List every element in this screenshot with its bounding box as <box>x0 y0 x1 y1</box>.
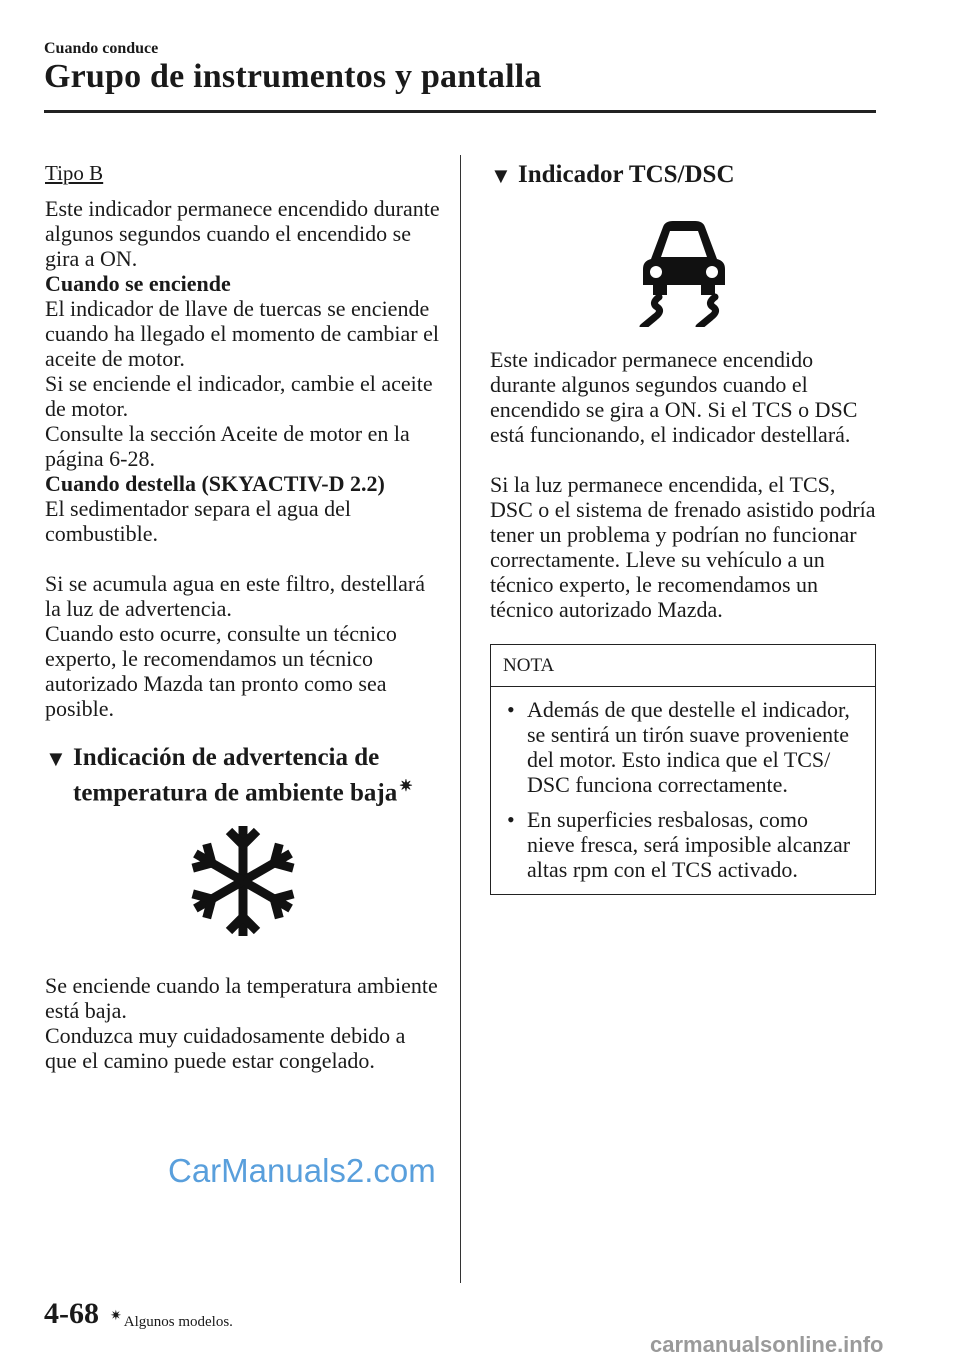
note-box <box>490 644 876 895</box>
note-item-text: Además de que destelle el indicador, se sentirá un tirón suave proveniente del motor. Esto indica que el TCS/ DSC funciona correctamente. <box>527 697 850 797</box>
low-temp-heading <box>45 743 440 807</box>
paragraph: Este indicador permanece encendido durante algunos segundos cuando el encendido se gira a ON. <box>45 196 440 271</box>
triangle-marker-icon: ▼ <box>45 746 67 771</box>
note-item <box>505 807 861 882</box>
some-models-mark: ✷ <box>399 778 413 795</box>
page-title: Grupo de instrumentos y pantalla <box>44 58 542 95</box>
paragraph: Se enciende cuando la temperatura ambiente está baja. <box>45 973 438 1024</box>
bullet-icon: • <box>507 807 515 832</box>
title-rule <box>44 110 876 113</box>
tcs-heading <box>490 160 878 189</box>
paragraph: Si se enciende el indicador, cambie el aceite de motor. <box>45 371 433 421</box>
low-temp-heading-line2: temperatura de ambiente baja <box>73 779 398 807</box>
site-watermark: carmanualsonline.info <box>650 1332 884 1357</box>
paragraph: Consulte la sección Aceite de motor en la página 6-28. <box>45 421 410 471</box>
paragraph: Si la luz permanece encendida, el TCS, DSC o el sistema de frenado asistido podría tener un problema y podrían no funcionar correctamente. Lleve su vehículo a un técnico experto, le recomendamos un técnico autorizado Mazda. <box>490 472 876 622</box>
footnote <box>110 1308 233 1331</box>
subheading-enciende: Cuando se enciende <box>45 271 231 296</box>
right-column <box>490 160 878 895</box>
tcs-heading-text: Indicador TCS/DSC <box>518 161 735 188</box>
paragraph: El sedimentador separa el agua del combustible. <box>45 496 352 546</box>
low-temp-heading-line1: Indicación de advertencia de <box>73 744 380 771</box>
note-title: NOTA <box>491 645 875 687</box>
subheading-destella: Cuando destella (SKYACTIV-D 2.2) <box>45 471 385 496</box>
note-body <box>491 687 875 894</box>
tcs-icon-box <box>490 209 878 327</box>
skidding-car-icon <box>629 209 739 327</box>
footnote-text: Algunos modelos. <box>123 1314 233 1330</box>
paragraph: Conduzca muy cuidadosamente debido a que el camino puede estar congelado. <box>45 1023 406 1074</box>
footnote-mark: ✷ <box>110 1309 122 1324</box>
bullet-icon: • <box>507 697 515 722</box>
paragraph: El indicador de llave de tuercas se enciende cuando ha llegado el momento de cambiar el aceite de motor. <box>45 296 440 371</box>
note-item <box>505 697 861 797</box>
tipo-b-heading: Tipo B <box>45 161 104 185</box>
paragraph: Este indicador permanece encendido durante algunos segundos cuando el encendido se gira a ON. Si el TCS o DSC está funcionando, el indicador destellará. <box>490 347 858 447</box>
page-number: 4-68 <box>44 1297 99 1330</box>
section-label: Cuando conduce <box>44 40 159 57</box>
left-column <box>45 160 440 1073</box>
note-item-text: En superficies resbalosas, como nieve fresca, será imposible alcanzar altas rpm con el TCS activado. <box>527 807 851 882</box>
paragraph: Cuando esto ocurre, consulte un técnico experto, le recomendamos un técnico autorizado Mazda tan pronto como sea posible. <box>45 621 397 721</box>
paragraph: Si se acumula agua en este filtro, destellará la luz de advertencia. <box>45 571 425 621</box>
carmanuals-watermark: CarManuals2.com <box>168 1152 436 1189</box>
triangle-marker-icon: ▼ <box>490 163 512 188</box>
column-divider <box>460 155 461 1283</box>
snowflake-icon-box <box>45 819 440 943</box>
snowflake-icon <box>183 819 303 943</box>
